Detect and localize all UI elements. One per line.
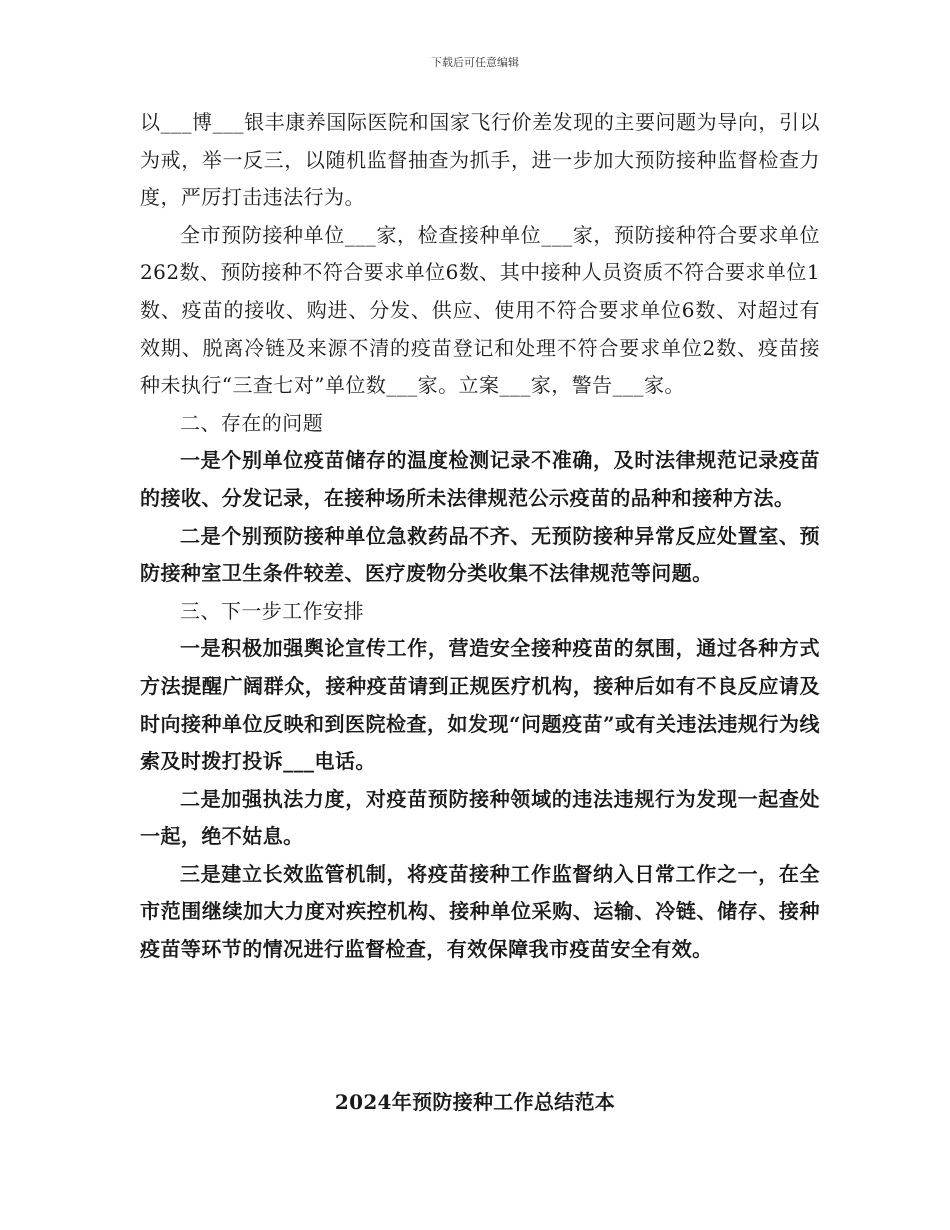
paragraph-step-3: 三是建立长效监管机制，将疫苗接种工作监督纳入日常工作之一，在全市范围继续加大力度对疾控机构、接种单位采购、运输、冷链、储存、接种疫苗等环节的情况进行监督检查，有效保障我市疫苗安全有效。 <box>140 861 820 962</box>
next-document-title: 2024年预防接种工作总结范本 <box>334 1090 616 1114</box>
section-heading-next-steps: 三、下一步工作安排 <box>180 598 365 623</box>
paragraph-statistics: 全市预防接种单位___家，检查接种单位___家，预防接种符合要求单位262数、预防接种不符合要求单位6数、其中接种人员资质不符合要求单位1数、疫苗的接收、购进、分发、供应、使用不符合要求单位6数、对超过有效期、脱离冷链及来源不清的疫苗登记和处理不符合要求单位2数、疫苗接种未执行“三查七对”单位数___家。立案___家，警告___家。 <box>140 222 820 398</box>
paragraph-problem-1: 一是个别单位疫苗储存的温度检测记录不准确，及时法律规范记录疫苗的接收、分发记录，在接种场所未法律规范公示疫苗的品种和接种方法。 <box>140 448 820 510</box>
document-body <box>140 104 820 969</box>
paragraph-step-2: 二是加强执法力度，对疫苗预防接种领域的违法违规行为发现一起查处一起，绝不姑息。 <box>140 786 820 849</box>
page-header: 下载后可任意编辑 <box>431 56 519 69</box>
paragraph-problem-2: 二是个别预防接种单位急救药品不齐、无预防接种异常反应处置室、预防接种室卫生条件较差、医疗废物分类收集不法律规范等问题。 <box>140 523 820 586</box>
paragraph-intro-continuation: 以___博___银丰康养国际医院和国家飞行价差发现的主要问题为导向，引以为戒，举一反三，以随机监督抽查为抓手，进一步加大预防接种监督检查力度，严厉打击违法行为。 <box>140 110 820 210</box>
section-heading-problems: 二、存在的问题 <box>180 410 324 435</box>
paragraph-step-1: 一是积极加强舆论宣传工作，营造安全接种疫苗的氛围，通过各种方式方法提醒广阔群众，接种疫苗请到正规医疗机构，接种后如有不良反应请及时向接种单位反映和到医院检查，如发现“问题疫苗”或有关违法违规行为线索及时拨打投诉___电话。 <box>140 636 820 774</box>
